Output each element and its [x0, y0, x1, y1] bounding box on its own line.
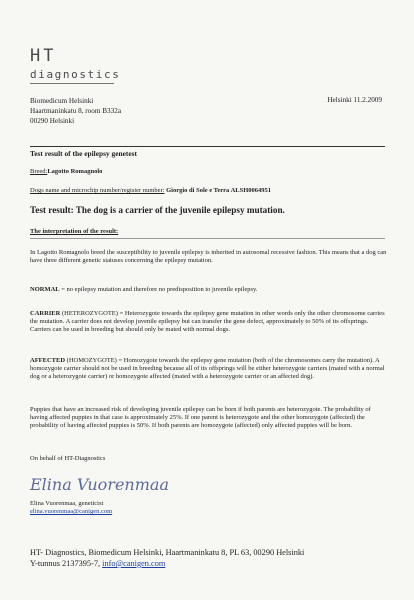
signer-block	[30, 500, 388, 516]
footer	[30, 547, 304, 569]
normal-term: NORMAL	[30, 286, 60, 293]
breed-value: Lagotto Romagnolo	[47, 168, 103, 175]
breed-line	[30, 168, 388, 176]
dog-label: Dogs name and microchip number/register number:	[30, 187, 165, 194]
footer-id: Y-tunnus 2137395-7,	[30, 559, 103, 568]
dog-line	[30, 187, 388, 195]
footer-line: HT- Diagnostics, Biomedicum Helsinki, Haartmaninkatu 8, PL 63, 00290 Helsinki	[30, 548, 305, 557]
breed-label: Breed:	[30, 168, 48, 175]
sender-address	[30, 96, 121, 126]
divider	[30, 146, 385, 147]
interpretation-title: The interpretation of the result:	[30, 228, 119, 235]
carrier-paragraph	[30, 310, 388, 335]
document-date: Helsinki 11.2.2009	[327, 96, 382, 104]
logo-ht: HT	[30, 46, 57, 66]
carrier-paren: (HETEROZYGOTE)	[60, 310, 118, 317]
logo-subtitle: diagnostics	[30, 68, 121, 81]
intro-paragraph: In Lagotto Romagnolo breed the susceptibility to juvenile epilepsy is inherited in autosomal recessive fashion. This means that a dog can have three different genetic statuses concerning the epilepsy mutation.	[30, 249, 387, 265]
carrier-term: CARRIER	[30, 310, 61, 317]
signer-email-link[interactable]: elina.vuorenmaa@canigen.com	[30, 508, 113, 516]
test-title: Test result of the epilepsy genetest	[30, 149, 137, 158]
affected-text: = Homozygote towards the epilepsy gene mutation (both of the chromosomes carry the mutation). A homozygote carrier should not be used in breeding because all of its offsprings will be either heterozygote carriers (mated with a normal dog or a heterozygote carrier) or homozygote affected (mated with a heterozygote carrier or an affected dog).	[30, 357, 385, 381]
address-line: Haartmaninkatu 8, room B332a	[30, 107, 122, 115]
address-line: 00290 Helsinki	[30, 117, 75, 125]
signer-name: Elina Vuorenmaa, geneticist	[30, 500, 104, 507]
affected-term: AFFECTED	[30, 357, 66, 364]
dog-value: Giorgio di Sole e Terra ALSH0064951	[166, 187, 272, 194]
on-behalf: On behalf of HT-Diagnostics	[30, 455, 106, 462]
normal-paragraph	[30, 286, 388, 294]
divider	[30, 238, 385, 239]
address-line: Biomedicum Helsinki	[30, 97, 94, 105]
logo-underline	[30, 83, 114, 84]
carrier-text: = Heterozygote towards the epilepsy gene mutation in other words only the other chromosome carries the mutation. A carrier does not develop juvenile epilepsy but can transfer the gene defect, approximately to 50% of its offsprings. Carriers can be used in breeding but should only be mated with normal dogs.	[30, 310, 385, 334]
footer-email-link[interactable]: info@canigen.com	[102, 559, 166, 568]
affected-paren: (HOMOZYGOTE)	[65, 357, 117, 364]
signature: Elina Vuorenmaa	[30, 475, 169, 494]
test-result: Test result: The dog is a carrier of the juvenile epilepsy mutation.	[30, 205, 285, 215]
normal-text: = no epilepsy mutation and therefore no predisposition to juvenile epilepsy.	[59, 286, 258, 293]
affected-paragraph	[30, 357, 388, 382]
risk-paragraph: Puppies that have an increased risk of developing juvenile epilepsy can be born if both parents are heterozygote. The probability of having affected puppies in that case is approximately 25%. If one parent is heterozygote and the other homozygote (affected) the probability of having affected puppies is 50%. If both parents are homozygote (affected) only affected puppies will be born.	[30, 406, 371, 430]
footer-line	[30, 558, 304, 569]
